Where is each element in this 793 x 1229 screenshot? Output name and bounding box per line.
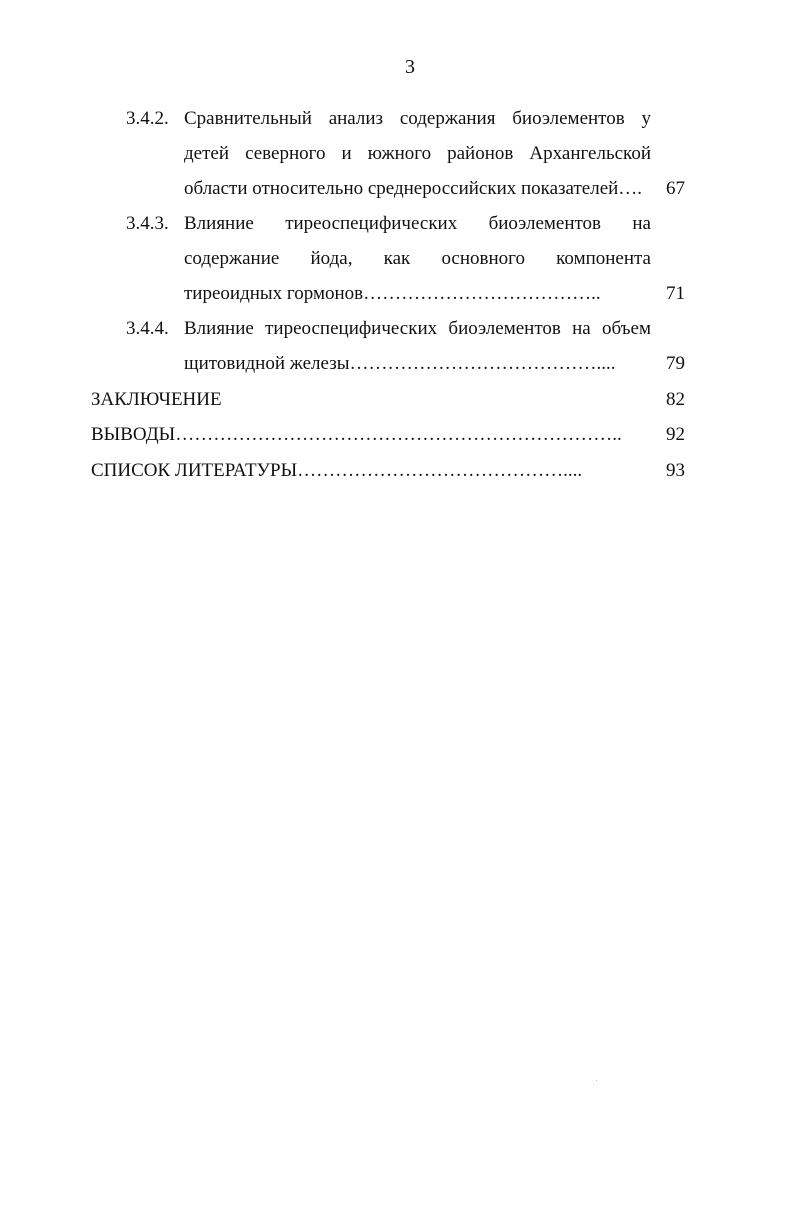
toc-entry-page: 71 xyxy=(666,283,685,304)
toc-entry-number: 3.4.2. xyxy=(126,108,169,129)
toc-section-page: 82 xyxy=(666,389,685,410)
toc-entry-title-line: содержание йода, как основного компонента xyxy=(184,248,651,269)
toc-section-title: СПИСОК ЛИТЕРАТУРЫ…………………………………….... xyxy=(91,460,583,481)
toc-section-title: ЗАКЛЮЧЕНИЕ xyxy=(91,389,222,410)
toc-entry-title-last-line: щитовидной железы………………………………….... xyxy=(184,353,616,374)
toc-section-page: 92 xyxy=(666,424,685,445)
toc-entry-title-line: Влияние тиреоспецифических биоэлементов на xyxy=(184,213,651,234)
toc-entry-page: 67 xyxy=(666,178,685,199)
toc-section-page: 93 xyxy=(666,460,685,481)
toc-entry-title-last-line: области относительно среднероссийских показателей…. xyxy=(184,178,643,199)
toc-entry-page: 79 xyxy=(666,353,685,374)
toc-entry-title-last-line: тиреоидных гормонов……………………………….. xyxy=(184,283,601,304)
toc-entry-title-line: Сравнительный анализ содержания биоэлементов у xyxy=(184,108,651,129)
page-number: 3 xyxy=(405,56,415,78)
toc-entry-number: 3.4.4. xyxy=(126,318,169,339)
toc-entry-number: 3.4.3. xyxy=(126,213,169,234)
toc-entry-title-line: детей северного и южного районов Архангельской xyxy=(184,143,651,164)
toc-entry-title-line: Влияние тиреоспецифических биоэлементов на объем xyxy=(184,318,651,339)
scan-speck xyxy=(596,1080,597,1081)
toc-section-title: ВЫВОДЫ…………………………………………………………….. xyxy=(91,424,622,445)
